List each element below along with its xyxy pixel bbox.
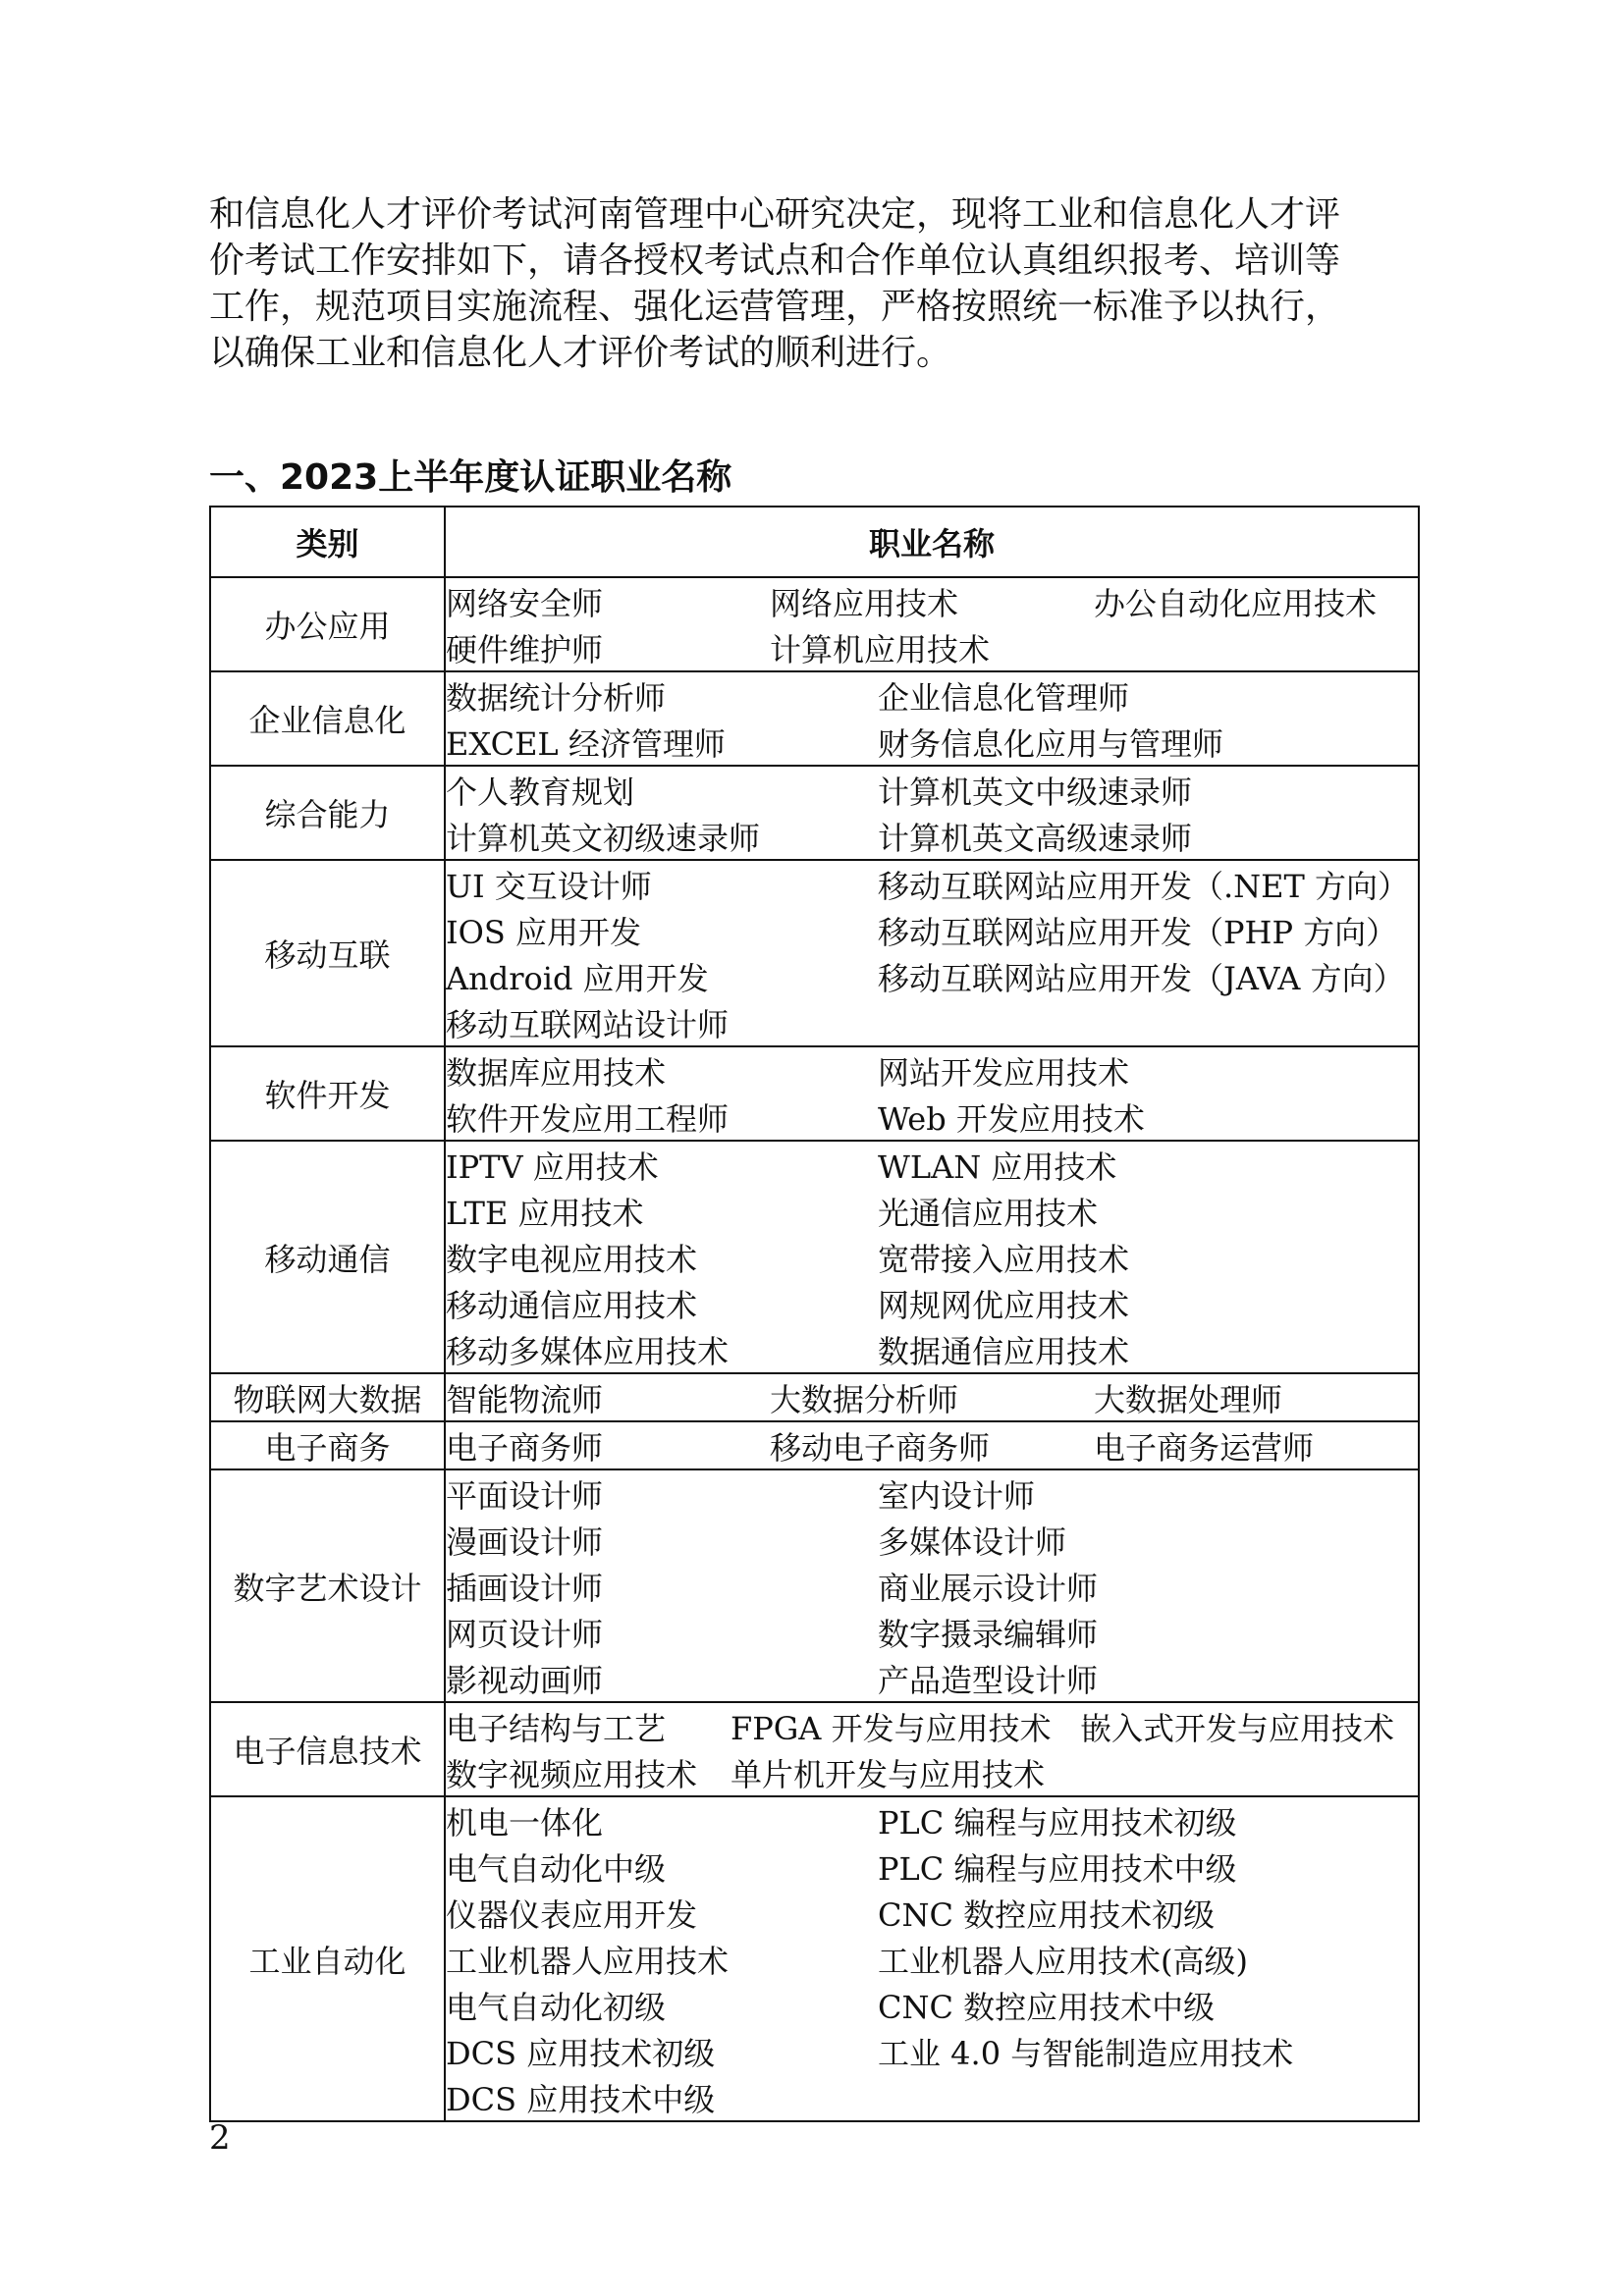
category-cell: 电子商务: [210, 1421, 445, 1469]
occupation-line: [446, 1188, 1418, 1234]
occupation-line: [446, 1609, 1418, 1655]
category-cell: 物联网大数据: [210, 1373, 445, 1421]
occupation-name: LTE 应用技术: [446, 1194, 644, 1232]
occupation-line: [446, 1142, 1418, 1188]
occupation-line: [446, 719, 1418, 765]
occupation-table: [209, 506, 1420, 2122]
occupation-name: 计算机英文初级速录师: [446, 819, 761, 857]
occupation-line: [446, 1843, 1418, 1890]
occupation-line: [446, 1936, 1418, 1982]
category-cell: 办公应用: [210, 577, 445, 671]
occupation-line: [446, 999, 1418, 1045]
table-row: [210, 1796, 1419, 2121]
occupation-line: [446, 1797, 1418, 1843]
occupation-names-cell: [445, 766, 1419, 860]
occupation-names-cell: [445, 1421, 1419, 1469]
occupation-line: [446, 907, 1418, 953]
category-cell: 移动互联: [210, 860, 445, 1046]
occupation-name: 平面设计师: [446, 1476, 604, 1515]
occupation-name: PLC 编程与应用技术初级: [878, 1803, 1237, 1842]
paragraph-line: 和信息化人才评价考试河南管理中心研究决定，现将工业和信息化人才评: [209, 194, 1341, 235]
table-header-row: [210, 507, 1419, 577]
occupation-name: 数字电视应用技术: [446, 1240, 698, 1278]
category-cell: 移动通信: [210, 1141, 445, 1373]
occupation-name: 网页设计师: [446, 1615, 604, 1653]
occupation-line: [446, 953, 1418, 999]
occupation-name: 数据统计分析师: [446, 678, 667, 717]
occupation-name: 电气自动化中级: [446, 1849, 667, 1888]
occupation-name: 漫画设计师: [446, 1522, 604, 1561]
table-row: [210, 1141, 1419, 1373]
occupation-names-cell: [445, 1702, 1419, 1796]
occupation-name: Web 开发应用技术: [878, 1099, 1145, 1138]
occupation-line: [446, 1374, 1418, 1420]
category-cell: 软件开发: [210, 1046, 445, 1141]
table-body: [210, 577, 1419, 2121]
occupation-names-cell: [445, 1373, 1419, 1421]
table-row: [210, 577, 1419, 671]
occupation-name: 计算机应用技术: [770, 630, 991, 668]
table-row: [210, 671, 1419, 766]
occupation-name: IPTV 应用技术: [446, 1148, 659, 1186]
occupation-line: [446, 2074, 1418, 2120]
occupation-line: [446, 861, 1418, 907]
occupation-names-cell: [445, 671, 1419, 766]
occupation-name: DCS 应用技术初级: [446, 2034, 716, 2072]
occupation-name: 移动互联网站应用开发（JAVA 方向）: [878, 959, 1405, 997]
occupation-names-cell: [445, 1469, 1419, 1702]
occupation-name: 机电一体化: [446, 1803, 604, 1842]
occupation-name: 单片机开发与应用技术: [731, 1755, 1046, 1793]
occupation-name: DCS 应用技术中级: [446, 2080, 716, 2118]
occupation-line: [446, 1703, 1418, 1749]
occupation-name: EXCEL 经济管理师: [446, 724, 726, 763]
occupation-name: IOS 应用开发: [446, 913, 641, 951]
occupation-name: 网络应用技术: [770, 584, 959, 622]
occupation-name: 数据通信应用技术: [878, 1332, 1130, 1370]
occupation-name: 数字摄录编辑师: [878, 1615, 1099, 1653]
occupation-name: 大数据分析师: [770, 1380, 959, 1418]
table-row: [210, 860, 1419, 1046]
occupation-name: 仪器仪表应用开发: [446, 1896, 698, 1934]
occupation-line: [446, 813, 1418, 859]
header-names: 职业名称: [445, 507, 1419, 577]
occupation-line: [446, 1280, 1418, 1326]
occupation-name: 计算机英文高级速录师: [878, 819, 1193, 857]
category-cell: 数字艺术设计: [210, 1469, 445, 1702]
occupation-name: 大数据处理师: [1094, 1380, 1283, 1418]
section-heading: 一、2023上半年度认证职业名称: [209, 457, 732, 498]
occupation-name: 室内设计师: [878, 1476, 1036, 1515]
occupation-name: 移动电子商务师: [770, 1428, 991, 1467]
occupation-names-cell: [445, 1141, 1419, 1373]
table-row: [210, 1469, 1419, 1702]
category-cell: 工业自动化: [210, 1796, 445, 2121]
occupation-name: 计算机英文中级速录师: [878, 773, 1193, 811]
occupation-name: 光通信应用技术: [878, 1194, 1099, 1232]
occupation-name: 宽带接入应用技术: [878, 1240, 1130, 1278]
occupation-name: 数据库应用技术: [446, 1053, 667, 1092]
occupation-line: [446, 578, 1418, 624]
occupation-name: 多媒体设计师: [878, 1522, 1067, 1561]
occupation-name: FPGA 开发与应用技术: [731, 1709, 1052, 1747]
occupation-name: 电子结构与工艺: [446, 1709, 667, 1747]
occupation-line: [446, 1563, 1418, 1609]
occupation-line: [446, 1517, 1418, 1563]
occupation-name: 工业机器人应用技术: [446, 1942, 730, 1980]
occupation-line: [446, 767, 1418, 813]
occupation-names-cell: [445, 860, 1419, 1046]
table-row: [210, 1373, 1419, 1421]
table-row: [210, 1421, 1419, 1469]
occupation-name: 移动互联网站设计师: [446, 1005, 730, 1043]
occupation-line: [446, 1234, 1418, 1280]
paragraph-line: 以确保工业和信息化人才评价考试的顺利进行。: [209, 333, 952, 373]
occupation-name: 网规网优应用技术: [878, 1286, 1130, 1324]
occupation-name: PLC 编程与应用技术中级: [878, 1849, 1237, 1888]
occupation-name: 网络安全师: [446, 584, 604, 622]
occupation-line: [446, 1047, 1418, 1094]
occupation-name: 工业机器人应用技术(高级): [878, 1942, 1248, 1980]
occupation-name: UI 交互设计师: [446, 867, 652, 905]
occupation-line: [446, 672, 1418, 719]
occupation-name: 移动互联网站应用开发（PHP 方向）: [878, 913, 1398, 951]
occupation-name: Android 应用开发: [446, 959, 709, 997]
category-cell: 电子信息技术: [210, 1702, 445, 1796]
occupation-name: CNC 数控应用技术初级: [878, 1896, 1216, 1934]
category-cell: 综合能力: [210, 766, 445, 860]
occupation-name: 移动互联网站应用开发（.NET 方向）: [878, 867, 1410, 905]
header-category: 类别: [210, 507, 445, 577]
occupation-name: 影视动画师: [446, 1661, 604, 1699]
page-number: 2: [209, 2118, 231, 2158]
occupation-name: 商业展示设计师: [878, 1569, 1099, 1607]
occupation-line: [446, 1890, 1418, 1936]
occupation-line: [446, 1094, 1418, 1140]
occupation-line: [446, 2028, 1418, 2074]
occupation-line: [446, 1655, 1418, 1701]
table-row: [210, 1702, 1419, 1796]
occupation-line: [446, 1982, 1418, 2028]
occupation-name: 智能物流师: [446, 1380, 604, 1418]
occupation-name: 办公自动化应用技术: [1094, 584, 1378, 622]
occupation-name: 移动多媒体应用技术: [446, 1332, 730, 1370]
occupation-name: CNC 数控应用技术中级: [878, 1988, 1216, 2026]
occupation-name: WLAN 应用技术: [878, 1148, 1117, 1186]
occupation-name: 嵌入式开发与应用技术: [1080, 1709, 1395, 1747]
occupation-names-cell: [445, 1046, 1419, 1141]
occupation-name: 电子商务运营师: [1094, 1428, 1315, 1467]
occupation-names-cell: [445, 577, 1419, 671]
occupation-line: [446, 1749, 1418, 1795]
intro-paragraph: [209, 191, 1446, 376]
occupation-name: 财务信息化应用与管理师: [878, 724, 1224, 763]
occupation-name: 工业 4.0 与智能制造应用技术: [878, 2034, 1294, 2072]
occupation-name: 网站开发应用技术: [878, 1053, 1130, 1092]
occupation-name: 数字视频应用技术: [446, 1755, 698, 1793]
occupation-line: [446, 624, 1418, 670]
occupation-line: [446, 1326, 1418, 1372]
category-cell: 企业信息化: [210, 671, 445, 766]
occupation-name: 移动通信应用技术: [446, 1286, 698, 1324]
occupation-name: 产品造型设计师: [878, 1661, 1099, 1699]
occupation-name: 插画设计师: [446, 1569, 604, 1607]
occupation-name: 硬件维护师: [446, 630, 604, 668]
occupation-line: [446, 1422, 1418, 1468]
occupation-name: 企业信息化管理师: [878, 678, 1130, 717]
occupation-name: 个人教育规划: [446, 773, 635, 811]
paragraph-line: 工作，规范项目实施流程、强化运营管理，严格按照统一标准予以执行，: [209, 287, 1341, 327]
occupation-name: 软件开发应用工程师: [446, 1099, 730, 1138]
table-row: [210, 1046, 1419, 1141]
occupation-names-cell: [445, 1796, 1419, 2121]
table-row: [210, 766, 1419, 860]
occupation-line: [446, 1470, 1418, 1517]
occupation-name: 电子商务师: [446, 1428, 604, 1467]
paragraph-line: 价考试工作安排如下，请各授权考试点和合作单位认真组织报考、培训等: [209, 240, 1341, 281]
occupation-name: 电气自动化初级: [446, 1988, 667, 2026]
